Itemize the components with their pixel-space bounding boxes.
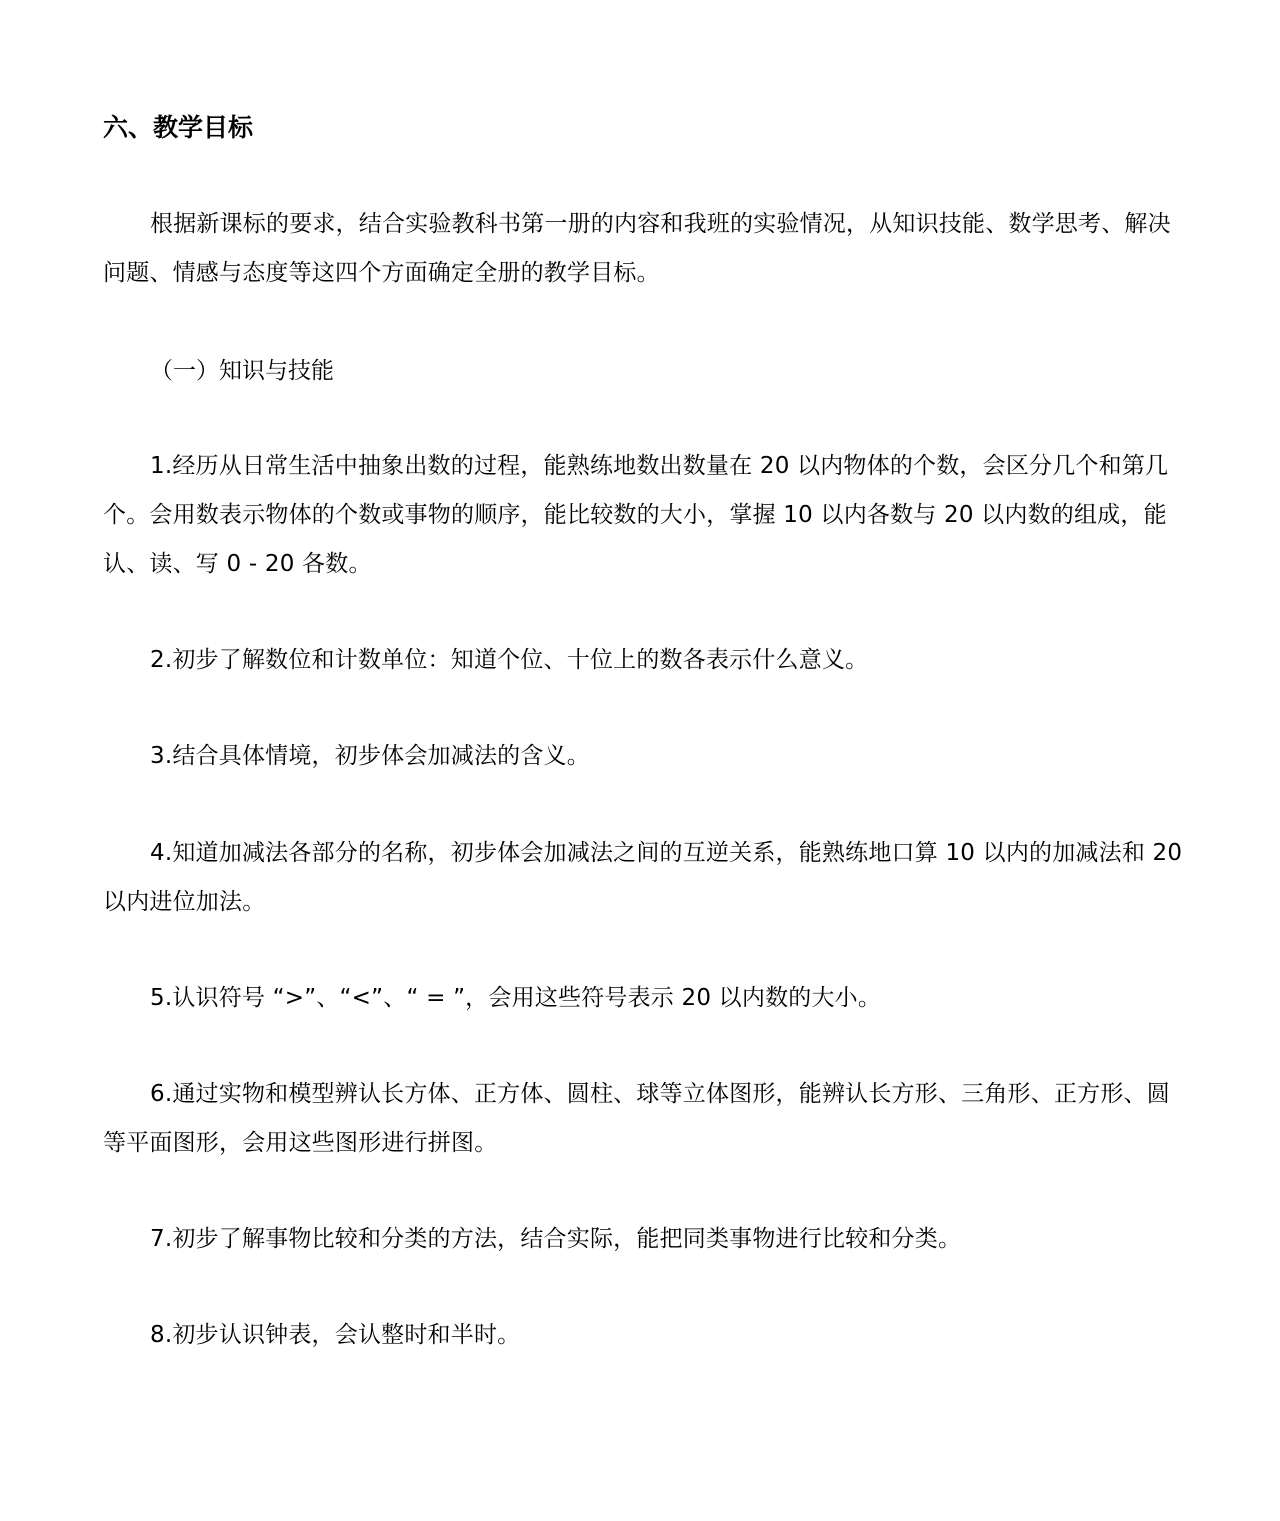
section-title: 六、教学目标	[103, 113, 254, 142]
intro-paragraph: 根据新课标的要求，结合实验教科书第一册的内容和我班的实验情况，从知识技能、数学思考、解决问题、情感与态度等这四个方面确定全册的教学目标。	[103, 211, 1171, 286]
goal-item-8: 8.初步认识钟表，会认整时和半时。	[150, 1322, 521, 1348]
subsection-title: （一）知识与技能	[150, 358, 334, 384]
goal-item-6: 6.通过实物和模型辨认长方体、正方体、圆柱、球等立体图形，能辨认长方形、三角形、正方形、圆等平面图形，会用这些图形进行拼图。	[103, 1081, 1170, 1156]
goal-item-7: 7.初步了解事物比较和分类的方法，结合实际，能把同类事物进行比较和分类。	[150, 1226, 962, 1252]
goal-item-3: 3.结合具体情境，初步体会加减法的含义。	[150, 743, 590, 769]
goal-item-1: 1.经历从日常生活中抽象出数的过程，能熟练地数出数量在 20 以内物体的个数，会区分几个和第几个。会用数表示物体的个数或事物的顺序，能比较数的大小，掌握 10 以内各数与 20 以内数的组成，能认、读、写 0 - 20 各数。	[103, 453, 1169, 577]
goal-item-5: 5.认识符号 “>”、“<”、“ = ”，会用这些符号表示 20 以内数的大小。	[150, 985, 882, 1011]
goal-item-4: 4.知道加减法各部分的名称，初步体会加减法之间的互逆关系，能熟练地口算 10 以内的加减法和 20 以内进位加法。	[103, 840, 1183, 915]
goal-item-2: 2.初步了解数位和计数单位：知道个位、十位上的数各表示什么意义。	[150, 647, 869, 673]
